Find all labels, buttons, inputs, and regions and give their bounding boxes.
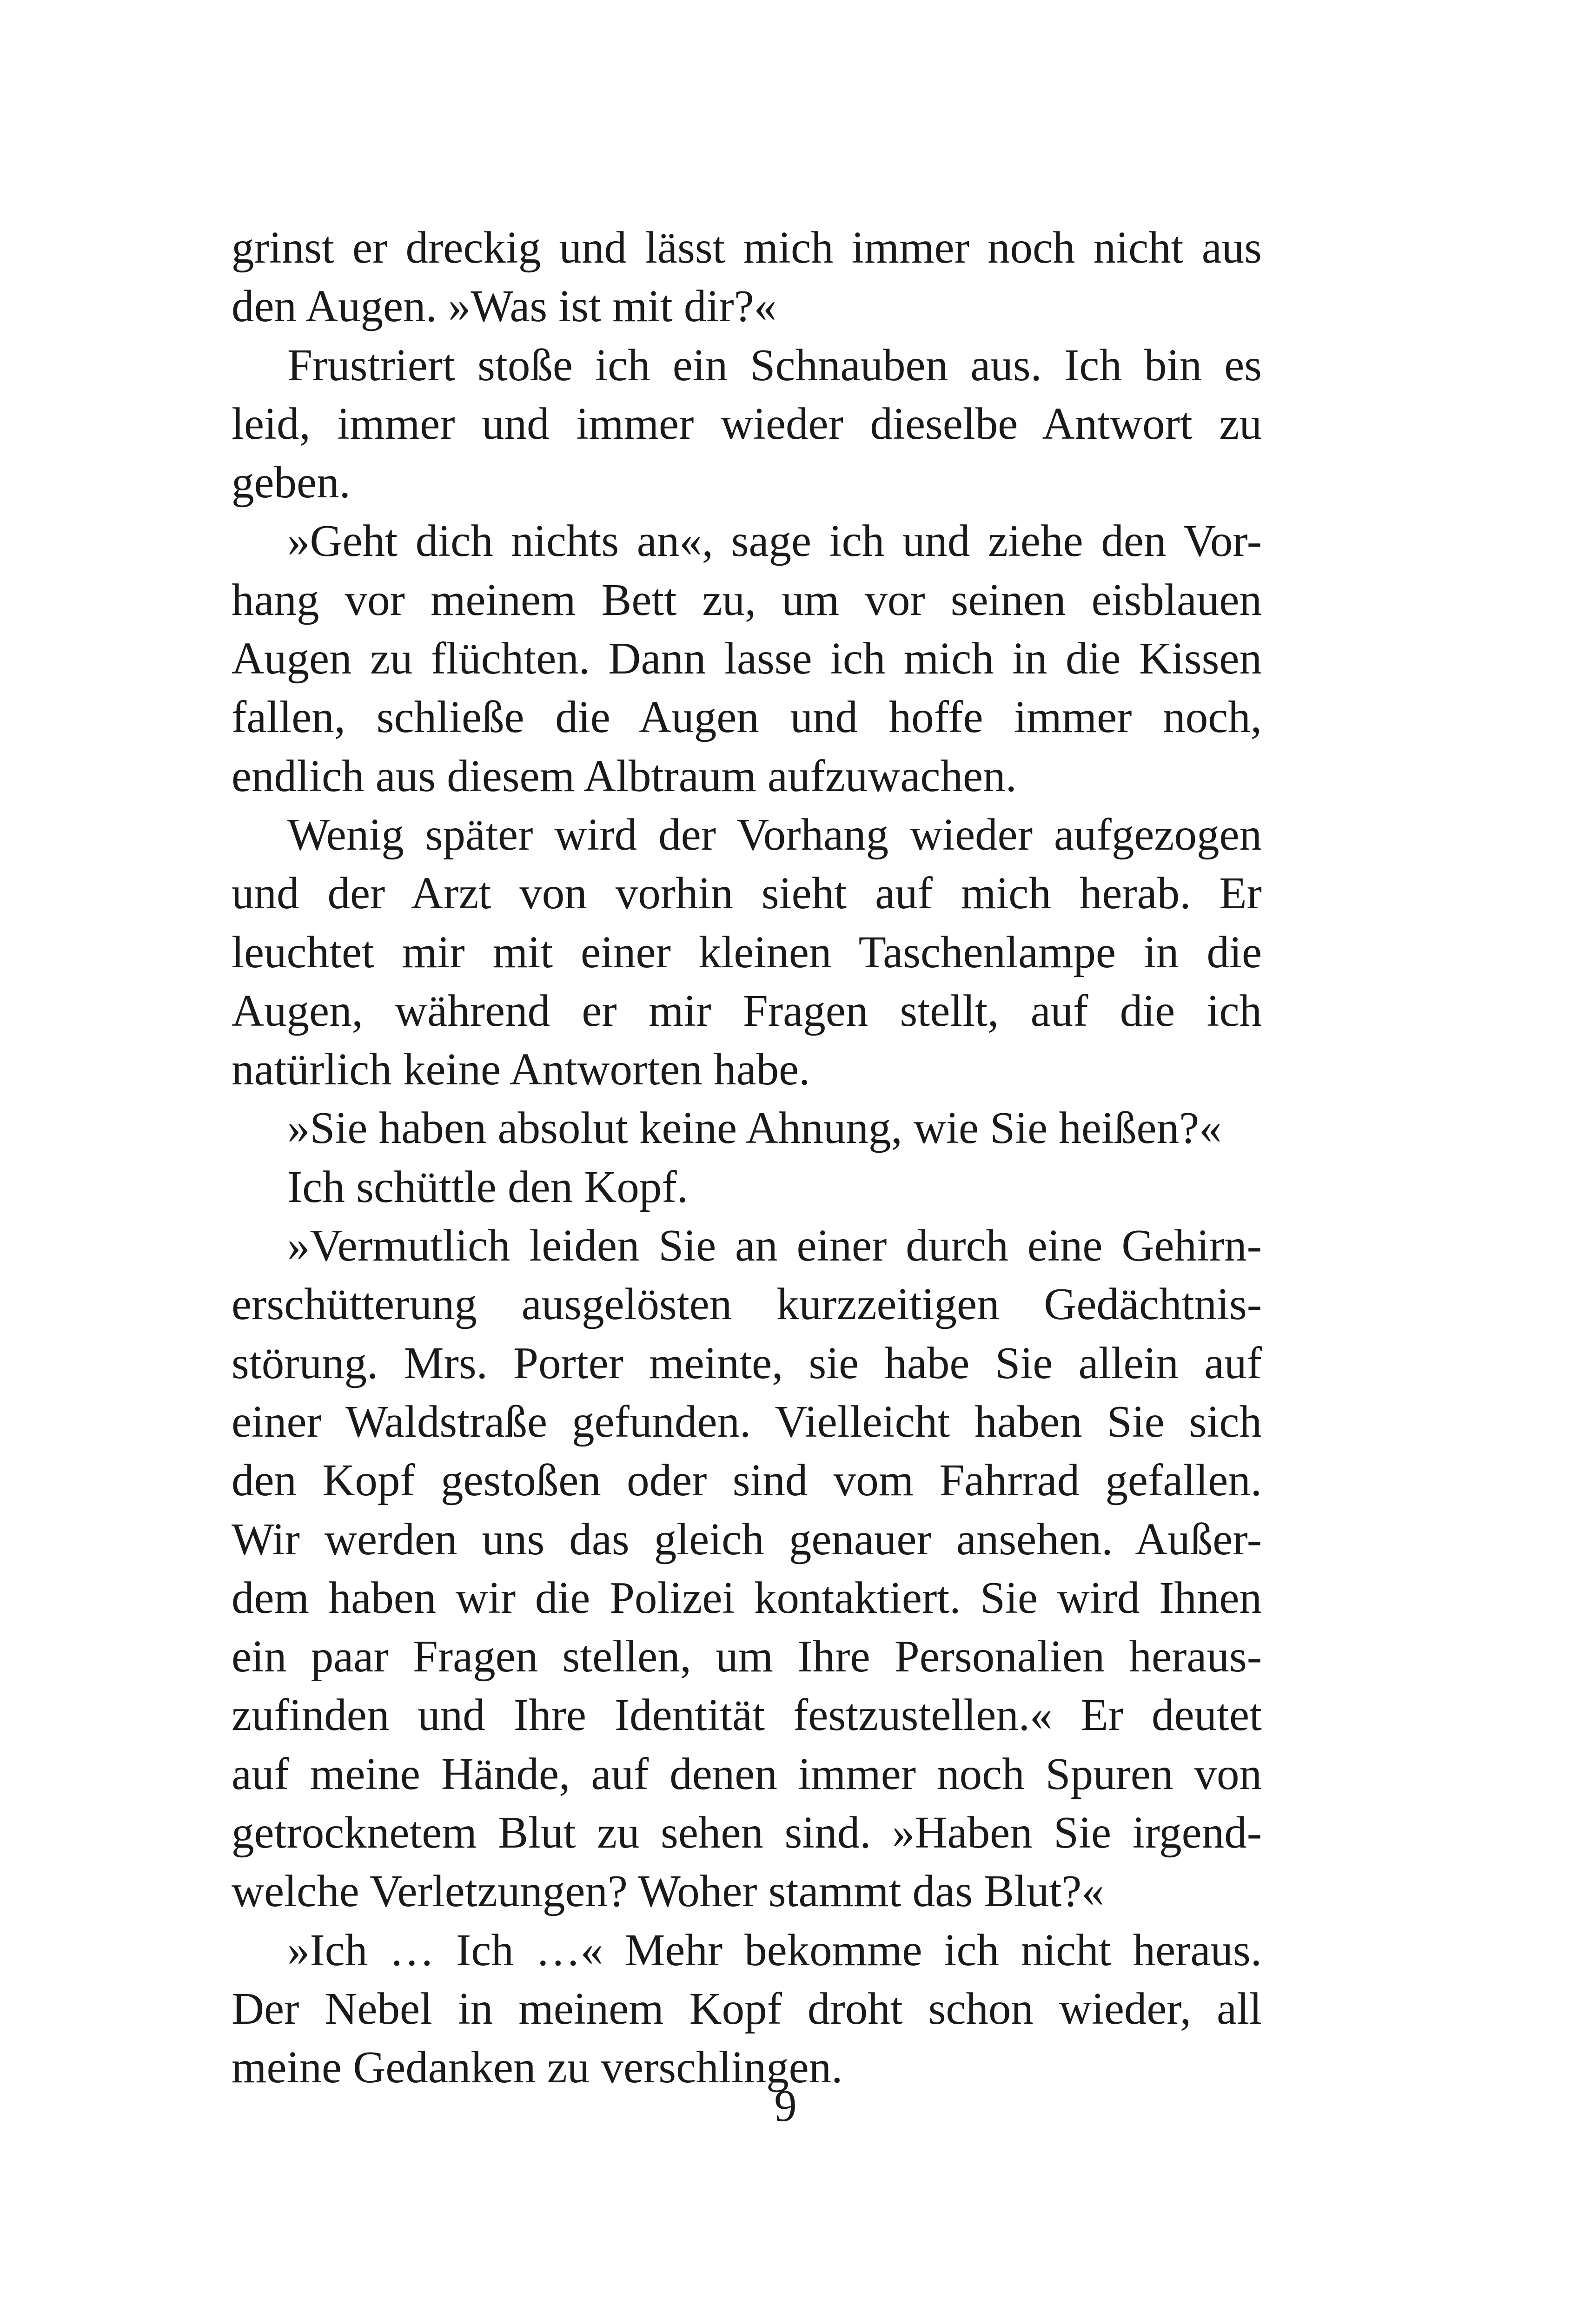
text-line: grinst er dreckig und lässt mich immer noch nicht aus bbox=[232, 223, 1262, 272]
text-line: störung. Mrs. Porter meinte, sie habe Sie allein auf bbox=[232, 1338, 1262, 1388]
text-line: welche Verletzungen? Woher stammt das Blut?« bbox=[232, 1866, 1104, 1916]
text-line: Der Nebel in meinem Kopf droht schon wieder, all bbox=[232, 1983, 1262, 2034]
text-line: fallen, schließe die Augen und hoffe immer noch, bbox=[232, 692, 1262, 742]
text-line: Ich schüttle den Kopf. bbox=[287, 1162, 688, 1212]
text-line: »Geht dich nichts an«, sage ich und ziehe den Vor- bbox=[287, 516, 1262, 566]
text-line: den Augen. »Was ist mit dir?« bbox=[232, 281, 777, 331]
text-line: leid, immer und immer wieder dieselbe Antwort zu bbox=[232, 398, 1262, 449]
text-line: geben. bbox=[232, 457, 351, 508]
text-line: Wenig später wird der Vorhang wieder aufgezogen bbox=[287, 809, 1262, 859]
text-line: den Kopf gestoßen oder sind vom Fahrrad gefallen. bbox=[232, 1455, 1262, 1505]
text-line: Frustriert stoße ich ein Schnauben aus. Ich bin es bbox=[287, 340, 1262, 390]
text-line: auf meine Hände, auf denen immer noch Spuren von bbox=[232, 1749, 1262, 1799]
text-line: Wir werden uns das gleich genauer ansehen. Außer- bbox=[232, 1514, 1262, 1564]
text-line: »Ich … Ich …« Mehr bekomme ich nicht heraus. bbox=[287, 1925, 1262, 1975]
text-line: meine Gedanken zu verschlingen. bbox=[232, 2042, 843, 2093]
text-line: dem haben wir die Polizei kontaktiert. Sie wird Ihnen bbox=[232, 1572, 1262, 1623]
text-line: endlich aus diesem Albtraum aufzuwachen. bbox=[232, 751, 1017, 801]
text-line: Augen, während er mir Fragen stellt, auf die ich bbox=[232, 985, 1262, 1036]
text-line: natürlich keine Antworten habe. bbox=[232, 1044, 810, 1095]
text-line: erschütterung ausgelösten kurzzeitigen Gedächtnis- bbox=[232, 1279, 1262, 1329]
text-line: zufinden und Ihre Identität festzustellen.« Er deutet bbox=[232, 1690, 1262, 1740]
text-line: Augen zu flüchten. Dann lasse ich mich in die Kissen bbox=[232, 634, 1262, 684]
page-number: 9 bbox=[774, 2081, 797, 2131]
text-line: ein paar Fragen stellen, um Ihre Personalien heraus- bbox=[232, 1631, 1262, 1682]
text-line: hang vor meinem Bett zu, um vor seinen eisblauen bbox=[232, 574, 1262, 625]
body-text bbox=[232, 218, 1262, 2097]
text-line: »Sie haben absolut keine Ahnung, wie Sie heißen?« bbox=[287, 1103, 1222, 1153]
text-line: getrocknetem Blut zu sehen sind. »Haben Sie irgend- bbox=[232, 1808, 1262, 1858]
text-line: und der Arzt von vorhin sieht auf mich herab. Er bbox=[232, 868, 1262, 918]
text-line: »Vermutlich leiden Sie an einer durch eine Gehirn- bbox=[287, 1221, 1262, 1271]
text-line: leuchtet mir mit einer kleinen Taschenlampe in die bbox=[232, 927, 1262, 977]
text-line: einer Waldstraße gefunden. Vielleicht haben Sie sich bbox=[232, 1396, 1262, 1446]
